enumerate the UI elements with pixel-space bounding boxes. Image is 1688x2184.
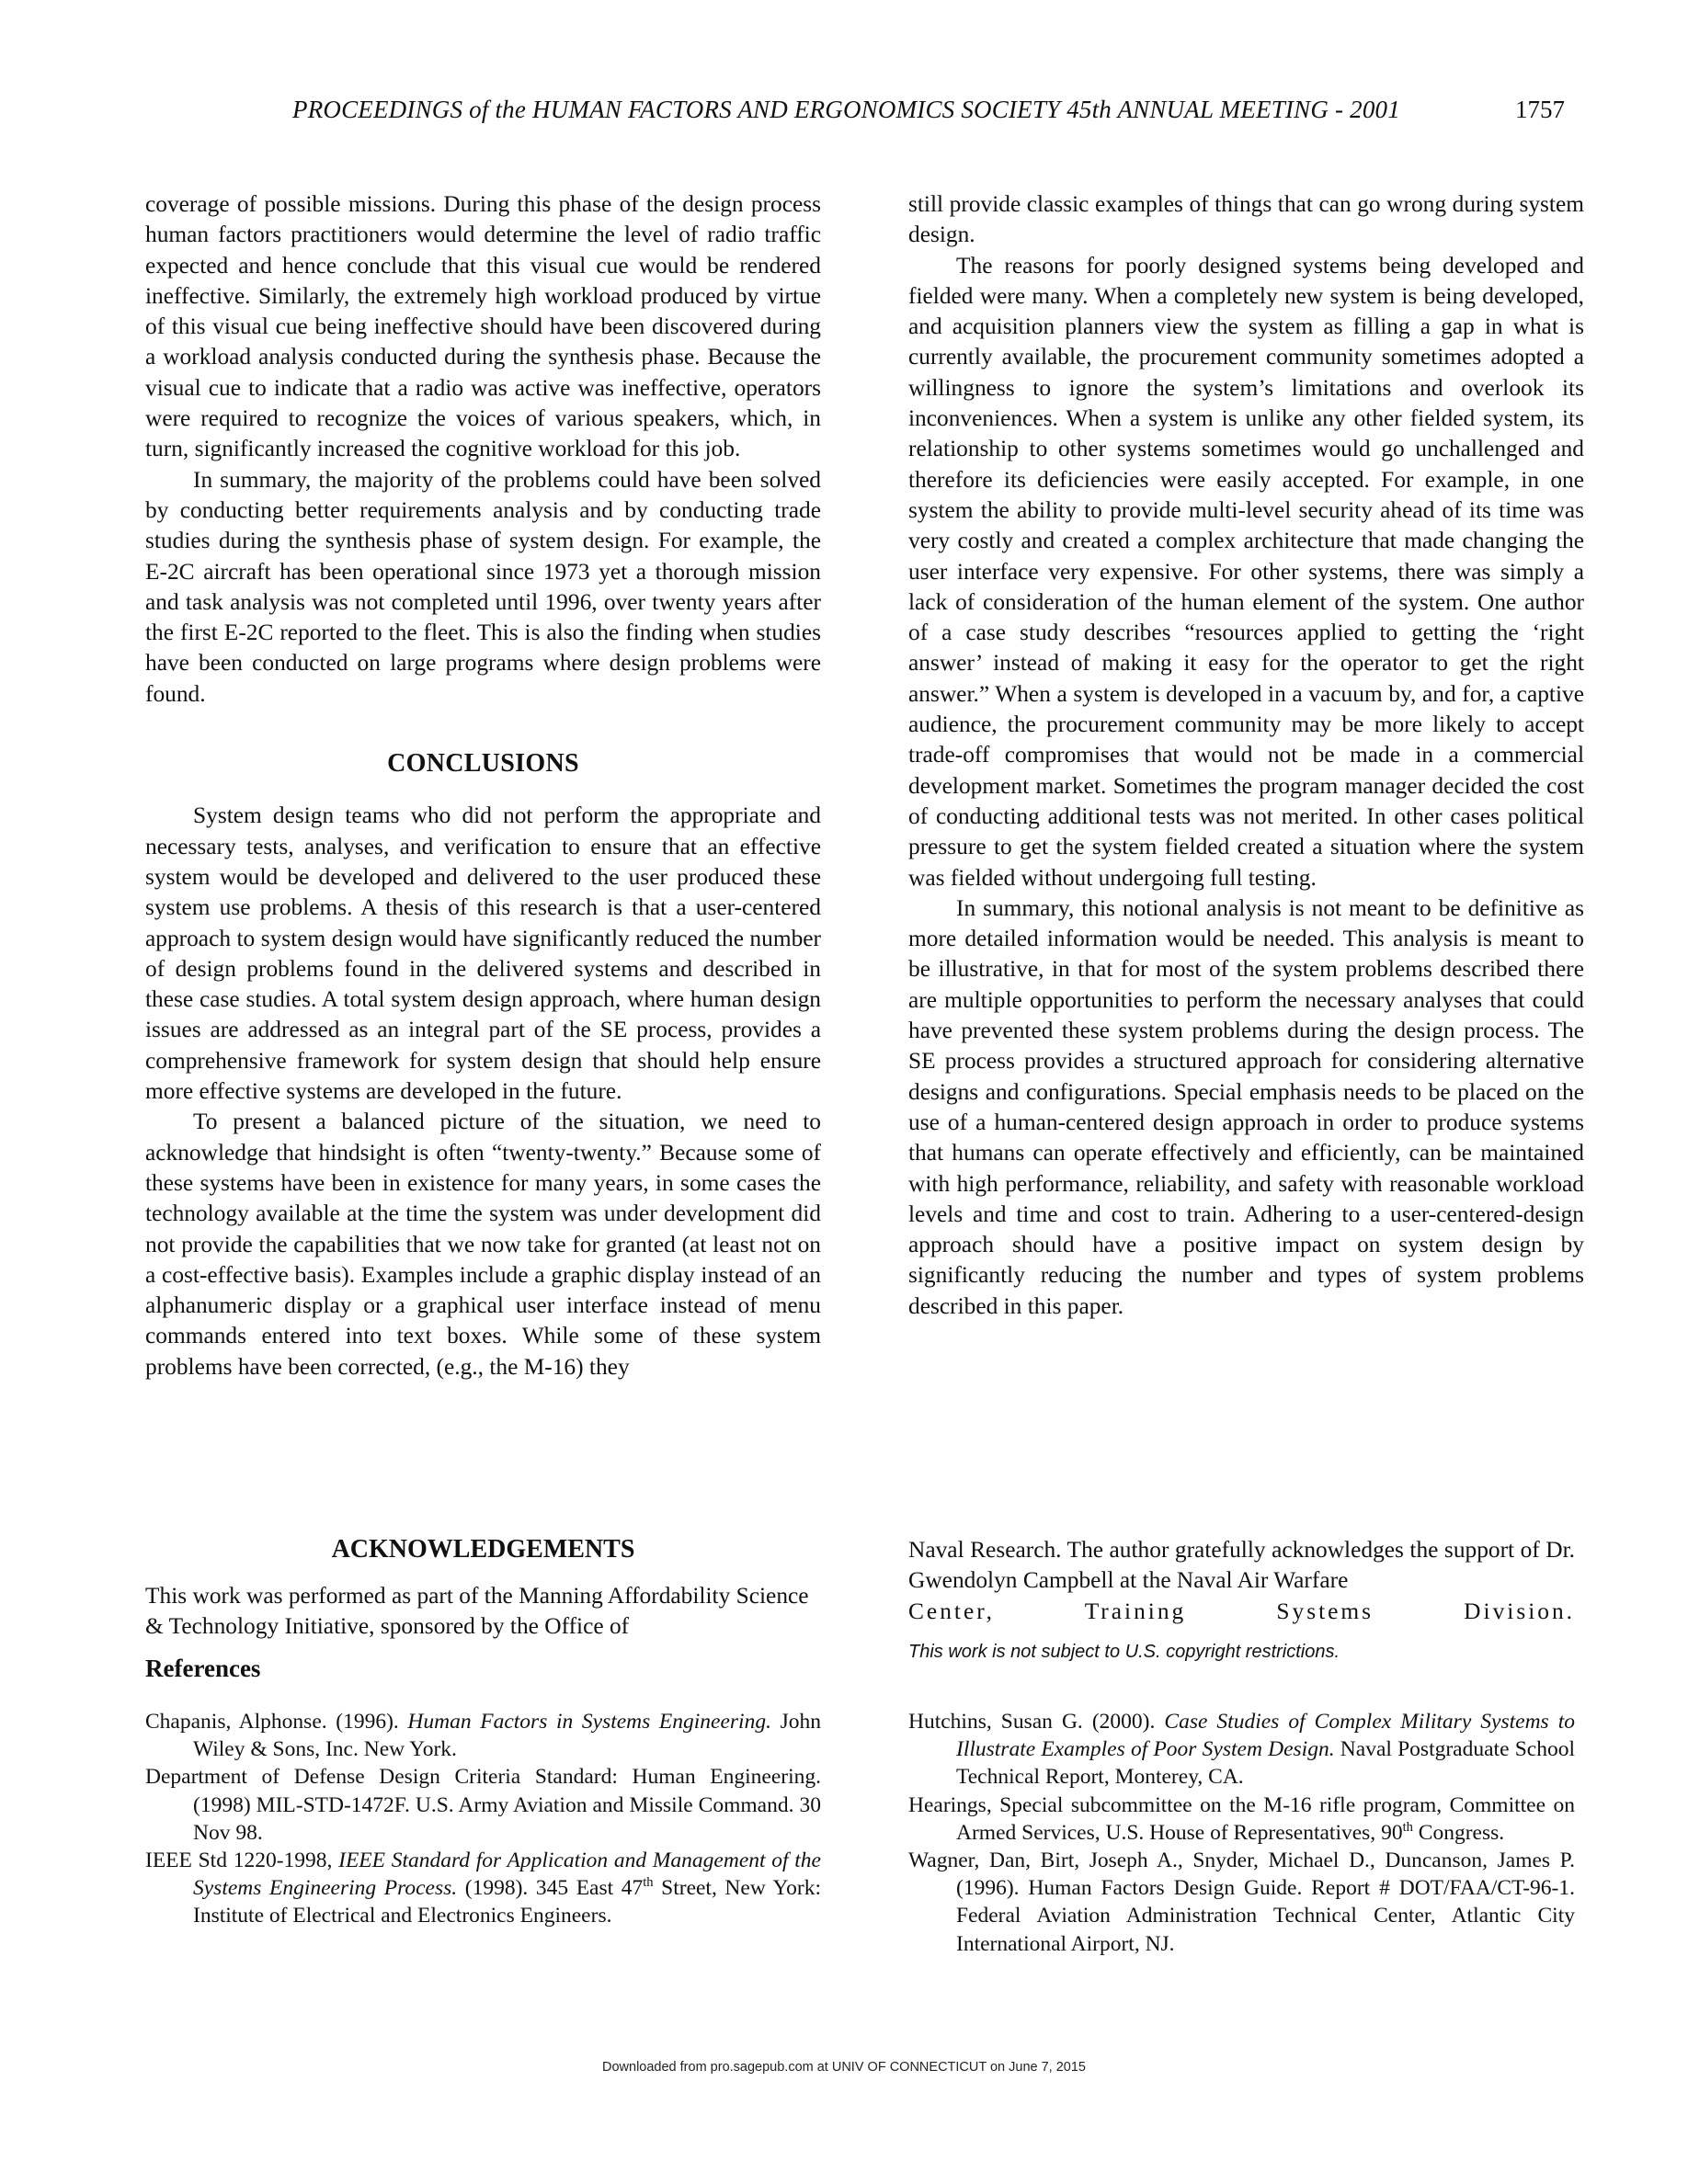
acknowledgements-text: Naval Research. The author gratefully acknowledges the support of Dr. Gwendolyn Campbell at the Naval Air Warfare (908, 1537, 1575, 1594)
paragraph: coverage of possible missions. During this phase of the design process human factors practitioners would determine the level of radio traffic expected and hence conclude that this visual cue would be rendered ineffective. Similarly, the extremely high workload produced by virtue of this visual cue being ineffective should have been discovered during a workload analysis conducted during the synthesis phase. Because the visual cue to indicate that a radio was active was ineffective, operators were required to recognize the voices of various speakers, which, in turn, significantly increased the cognitive workload for this job. (145, 191, 821, 462)
paragraph: The reasons for poorly designed systems being developed and fielded were many. When a completely new system is being developed, and acquisition planners view the system as filling a gap in what is currently available, the procurement community sometimes adopted a willingness to ignore the system’s limitations and overlook its inconveniences. When a system is unlike any other fielded system, its relationship to other systems sometimes would go unchallenged and therefore its deficiencies were easily accepted. For example, in one system the ability to provide multi-level security ahead of its time was very costly and created a complex architecture that made changing the user interface very expensive. For other systems, there was simply a lack of consideration of the human element of the system. One author of a case study describes “resources applied to getting the ‘right answer’ instead of making it easy for the operator to get the right answer.” When a system is developed in a vacuum by, and for, a captive audience, the procurement community may be more likely to accept trade-off compromises that would not be made in a commercial development market. Sometimes the program manager decided the cost of conducting additional tests was not merited. In other cases political pressure to get the system fielded created a situation where the system was fielded without undergoing full testing. (908, 252, 1584, 891)
paragraph: In summary, the majority of the problems could have been solved by conducting better requirements analysis and by conducting trade studies during the synthesis phase of system design. For example, the E-2C aircraft has been operational since 1973 yet a thorough mission and task analysis was not completed until 1996, over twenty years after the first E-2C reported to the fleet. This is also the finding when studies have been conducted on large programs where design problems were found. (145, 466, 821, 707)
acknowledgements-last-line: Center, Training Systems Division. (908, 1598, 1575, 1624)
paragraph: To present a balanced picture of the situation, we need to acknowledge that hindsight is often “twenty-twenty.” Because some of these systems have been in existence for many years, in some cases the technology available at the time the system was under development did not provide the capabilities that we now take for granted (at least not on a cost-effective basis). Examples include a graphic display instead of an alphanumeric display or a graphical user interface instead of menu commands entered into text boxes. While some of these system problems have been corrected, (e.g., the M-16) they (145, 1109, 821, 1380)
reference-entry: IEEE Std 1220-1998, IEEE Standard for Application and Management of the Systems Engineering Process. (1998). 345 East 47th Street, New York: Institute of Electrical and Electronics Engineers. (145, 1848, 821, 1928)
acknowledgements-text-right (908, 1535, 1575, 1627)
reference-entry: Hearings, Special subcommittee on the M-16 rifle program, Committee on Armed Services, U.S. House of Representatives, 90th Congress. (908, 1792, 1575, 1845)
journal-title: PROCEEDINGS of the HUMAN FACTORS AND ERGONOMICS SOCIETY 45th ANNUAL MEETING - 2001 (292, 96, 1400, 123)
download-footer: Downloaded from pro.sagepub.com at UNIV OF CONNECTICUT on June 7, 2015 (602, 2060, 1086, 2075)
right-column (908, 189, 1584, 1322)
reference-entry: Department of Defense Design Criteria Standard: Human Engineering. (1998) MIL-STD-1472F. U.S. Army Aviation and Missile Command. 30 Nov 98. (145, 1765, 821, 1845)
left-column (145, 189, 821, 1382)
conclusions-heading: CONCLUSIONS (387, 749, 579, 779)
paragraph: System design teams who did not perform the appropriate and necessary tests, analyses, and verification to ensure that an effective system would be developed and delivered to the user produced these system use problems. A thesis of this research is that a user-centered approach to system design would have significantly reduced the number of design problems found in the delivered systems and described in these case studies. A total system design approach, where human design issues are addressed as an integral part of the SE process, provides a comprehensive framework for system design that should help ensure more effective systems are developed in the future. (145, 802, 821, 1105)
reference-entry: Chapanis, Alphonse. (1996). Human Factors in Systems Engineering. John Wiley & Sons, Inc. New York. (145, 1710, 821, 1762)
running-header (0, 96, 1688, 136)
references-left (145, 1708, 821, 1930)
acknowledgements-text-left: This work was performed as part of the Manning Affordability Science & Technology Initiative, sponsored by the Office of (145, 1583, 809, 1640)
reference-entry: Hutchins, Susan G. (2000). Case Studies of Complex Military Systems to Illustrate Examples of Poor System Design. Naval Postgraduate School Technical Report, Monterey, CA. (908, 1710, 1575, 1790)
copyright-notice: This work is not subject to U.S. copyright restrictions. (908, 1642, 1340, 1662)
references-right (908, 1708, 1575, 1958)
paragraph: In summary, this notional analysis is not meant to be definitive as more detailed information would be needed. This analysis is meant to be illustrative, in that for most of the system problems described there are multiple opportunities to perform the necessary analyses that could have prevented these system problems during the design process. The SE process provides a structured approach for considering alternative designs and configurations. Special emphasis needs to be placed on the use of a human-centered design approach in order to produce systems that humans can operate effectively and efficiently, can be maintained with high performance, reliability, and safety with reasonable workload levels and time and cost to train. Adhering to a user-centered-design approach should have a positive impact on system design by significantly reducing the number and types of system problems described in this paper. (908, 894, 1584, 1319)
paragraph: still provide classic examples of things that can go wrong during system design. (908, 191, 1584, 248)
reference-entry: Wagner, Dan, Birt, Joseph A., Snyder, Michael D., Duncanson, James P. (1996). Human Factors Design Guide. Report # DOT/FAA/CT-96-1. Federal Aviation Administration Technical Center, Atlantic City International Airport, NJ. (908, 1848, 1575, 1956)
references-heading: References (145, 1655, 261, 1682)
acknowledgements-heading: ACKNOWLEDGEMENTS (331, 1535, 635, 1564)
page-number: 1757 (1515, 96, 1565, 123)
